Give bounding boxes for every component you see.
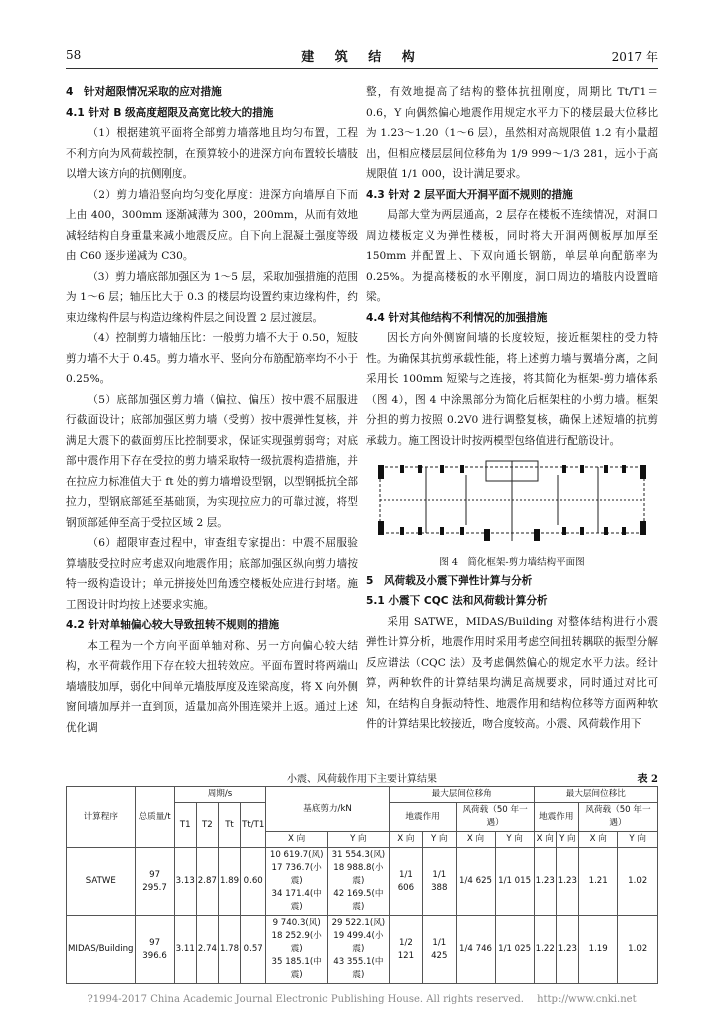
left-column (66, 82, 358, 738)
shear-x-wind: 9 740.3(风) (272, 918, 321, 928)
shear-y-wind: 29 522.1(风) (331, 918, 386, 928)
paragraph: （2）剪力墙沿竖向均匀变化厚度：进深方向墙厚自下而上由 400，300mm 逐渐减薄为 300，200mm，从而有效地减轻结构自身重量来减小地震反应。自下向上混凝土强度等级由 C60 逐步递减为 C30。 (66, 188, 358, 262)
cell-disp-ratio: 1.19 (578, 916, 618, 984)
th-y: Y 向 (423, 832, 456, 848)
cell-t2: 2.74 (196, 916, 218, 984)
shear-x-minor: 17 736.7(小震) (271, 863, 322, 886)
cell-shear-y (328, 916, 390, 984)
th-ratio-wind: 风荷载（50 年一遇） (578, 803, 657, 832)
cell-t1: 3.13 (174, 848, 196, 916)
paragraph: 因长方向外侧窗间墙的长度较短，接近框架柱的受力特性。为确保其抗剪承载性能，将上述剪力墙与翼墙分离，之间采用长 100mm 短梁与之连接，将其简化为框架-剪力墙体系（图 4），图 4 中涂黑部分为简化后框架柱的小剪力墙。框架分担的剪力按照 0.2V0 进行调整复核，确保上述短墙的抗剪承载力。施工图设计时按两模型包络值进行配筋设计。 (366, 332, 658, 447)
header-rule (66, 68, 658, 69)
cell-drift: 1/1 606 (389, 848, 422, 916)
cell-drift: 1/4 746 (456, 916, 495, 984)
shear-x-moderate: 34 171.4(中震) (271, 889, 322, 912)
th-x: X 向 (266, 832, 328, 848)
th-shear: 基底剪力/kN (266, 787, 389, 832)
cell-shear-x (266, 848, 328, 916)
cell-disp-ratio: 1.23 (556, 916, 578, 984)
th-tt-t1: Tt/T1 (241, 803, 266, 848)
th-t1: T1 (174, 803, 196, 848)
floor-plan-figure (366, 455, 658, 547)
cell-mass: 97 295.7 (135, 848, 174, 916)
paragraph: （6）超限审查过程中，审查组专家提出：中震不屈服验算墙肢受拉时应考虑双向地震作用；底部加强区纵向剪力墙按特一级构造设计；单元拼接处凹角透空楼板处应进行封堵。施工图设计时均按上述要求实施。 (66, 537, 358, 611)
cell-disp-ratio: 1.23 (556, 848, 578, 916)
cell-mass: 97 396.6 (135, 916, 174, 984)
cell-tt: 1.89 (218, 848, 240, 916)
journal-year: 2017 年 (611, 50, 658, 64)
th-tt: Tt (218, 803, 240, 848)
cell-tt: 1.78 (218, 916, 240, 984)
th-t2: T2 (196, 803, 218, 848)
section-5-1-heading: 5.1 小震下 CQC 法和风荷载计算分析 (366, 595, 548, 607)
cell-drift: 1/1 025 (495, 916, 534, 984)
th-x: X 向 (578, 832, 618, 848)
th-y: Y 向 (618, 832, 658, 848)
paragraph: （1）根据建筑平面将全部剪力墙落地且均匀布置，工程不利方向为风荷载控制，在预算较小的进深方向布置较长墙肢以增大该方向的抗侧刚度。 (66, 127, 358, 180)
cell-disp-ratio: 1.22 (534, 916, 556, 984)
cell-drift: 1/1 425 (423, 916, 456, 984)
table-caption-row (66, 770, 658, 785)
shear-y-minor: 19 499.4(小震) (333, 931, 384, 954)
th-program: 计算程序 (67, 787, 136, 848)
shear-x-moderate: 35 185.1(中震) (271, 957, 322, 980)
right-column (366, 82, 658, 735)
th-y: Y 向 (495, 832, 534, 848)
th-drift: 最大层间位移角 (389, 787, 534, 803)
figure-caption: 图 4 简化框架-剪力墙结构平面图 (439, 556, 585, 568)
section-4-2-heading: 4.2 针对单轴偏心较大导致扭转不规则的措施 (66, 619, 280, 631)
cell-t1: 3.11 (174, 916, 196, 984)
table-number: 表 2 (637, 774, 658, 785)
th-x: X 向 (534, 832, 556, 848)
th-ratio-seismic: 地震作用 (534, 803, 578, 832)
th-ratio: 最大层间位移比 (534, 787, 657, 803)
cell-disp-ratio: 1.02 (618, 916, 658, 984)
cell-program: MIDAS/Building (67, 916, 136, 984)
paragraph: （4）控制剪力墙轴压比：一般剪力墙不大于 0.50，短肢剪力墙不大于 0.45。剪力墙水平、竖向分布筋配筋率均不小于 0.25%。 (66, 332, 358, 385)
section-4-3-heading: 4.3 针对 2 层平面大开洞平面不规则的措施 (366, 188, 573, 201)
paragraph: （3）剪力墙底部加强区为 1～5 层，采取加强措施的范围为 1～6 层；轴压比大于 0.3 的楼层均设置约束边缘构件，约束边缘构件层与构造边缘构件层之间设置 2 层过渡层。 (66, 270, 358, 324)
th-mass: 总质量/t (135, 787, 174, 848)
paragraph: 局部大堂为两层通高，2 层存在楼板不连续情况，对洞口周边楼板定义为弹性楼板，同时将大开洞两侧板厚加厚至 150mm 并配置上、下双向通长钢筋，单层单向配筋率为 0.25%。为提高楼板的水平刚度，洞口周边的墙肢内设置暗梁。 (366, 209, 658, 303)
paragraph: 本工程为一个方向平面单轴对称、另一方向偏心较大结构，水平荷载作用下存在较大扭转效应。平面布置时将两端山墙墙肢加厚，弱化中间单元墙肢厚度及连梁高度，将 X 向外侧窗间墙加厚并一直到顶，适量加高外围连梁并上返。通过上述优化调 (66, 639, 358, 734)
cell-drift: 1/4 625 (456, 848, 495, 916)
table-caption: 小震、风荷载作用下主要计算结果 (287, 774, 437, 785)
paragraph: 整，有效地提高了结构的整体抗扭刚度，周期比 Tt/T1＝0.6，Y 向偶然偏心地震作用规定水平力下的楼层最大位移比为 1.23～1.20（1～6 层），虽然相对高规限值 1.2 有小量超出，但相应楼层层间位移角为 1/9 999～1/3 281，远小于高规限值 1/1 000，设计满足要求。 (366, 86, 658, 180)
cell-drift: 1/1 388 (423, 848, 456, 916)
cell-ratio: 0.60 (241, 848, 266, 916)
cell-ratio: 0.57 (241, 916, 266, 984)
cell-shear-x (266, 916, 328, 984)
cell-program: SATWE (67, 848, 136, 916)
cell-disp-ratio: 1.21 (578, 848, 618, 916)
shear-y-moderate: 43 355.1(中震) (333, 957, 384, 980)
cell-shear-y (328, 848, 390, 916)
paragraph: （5）底部加强区剪力墙（偏拉、偏压）按中震不屈服进行截面设计；底部加强区剪力墙（受剪）按中震弹性复核，并满足大震下的截面剪压比控制要求，保证实现强剪弱弯；对底部中震作用下存在受拉的剪力墙采取特一级抗震构造措施，并在拉应力标准值大于 ft 处的剪力墙增设型钢，以型钢抵抗全部拉力，型钢底部延至基础顶，为实现拉应力的可靠过渡，将型钢顶部延伸至高于受拉区域 2 层。 (66, 393, 358, 529)
th-drift-wind: 风荷载（50 年一遇） (456, 803, 534, 832)
cell-t2: 2.87 (196, 848, 218, 916)
results-table (66, 786, 658, 984)
section-4-4-heading: 4.4 针对其他结构不利情况的加强措施 (366, 311, 548, 324)
shear-y-wind: 31 554.3(风) (331, 850, 386, 860)
th-x: X 向 (456, 832, 495, 848)
page-header (66, 44, 658, 66)
copyright-footer: ?1994-2017 China Academic Journal Electronic Publishing House. All rights reserved. http://www.cnki.net (87, 994, 637, 1005)
cell-drift: 1/2 121 (389, 916, 422, 984)
cell-disp-ratio: 1.02 (618, 848, 658, 916)
cell-disp-ratio: 1.23 (534, 848, 556, 916)
table-row (67, 916, 658, 984)
journal-title: 建 筑 结 构 (301, 50, 423, 65)
cell-drift: 1/1 015 (495, 848, 534, 916)
th-y: Y 向 (556, 832, 578, 848)
paragraph: 采用 SATWE，MIDAS/Building 对整体结构进行小震弹性计算分析，地震作用时采用考虑空间扭转耦联的振型分解反应谱法（CQC 法）及考虑偶然偏心的规定水平力法。经计算，两种软件的计算结果均满足高规要求，同时通过对比可知，在结构自身振动特性、地震作用和结构位移等方面两种软件的计算结果比较接近，吻合度较高。小震、风荷载作用下 (366, 615, 658, 730)
shear-x-wind: 10 619.7(风) (269, 850, 324, 860)
table-row (67, 848, 658, 916)
page-number: 58 (66, 48, 82, 62)
shear-y-minor: 18 988.8(小震) (333, 863, 384, 886)
section-5-heading: 5 风荷载及小震下弹性计算与分析 (366, 574, 533, 587)
th-y: Y 向 (328, 832, 390, 848)
section-4-1-heading: 4.1 针对 B 级高度超限及高宽比较大的措施 (66, 106, 274, 119)
th-period: 周期/s (174, 787, 266, 803)
th-x: X 向 (389, 832, 422, 848)
th-drift-seismic: 地震作用 (389, 803, 456, 832)
shear-x-minor: 18 252.9(小震) (271, 931, 322, 954)
section-4-heading: 4 针对超限情况采取的应对措施 (66, 86, 222, 98)
shear-y-moderate: 42 169.5(中震) (333, 889, 384, 912)
